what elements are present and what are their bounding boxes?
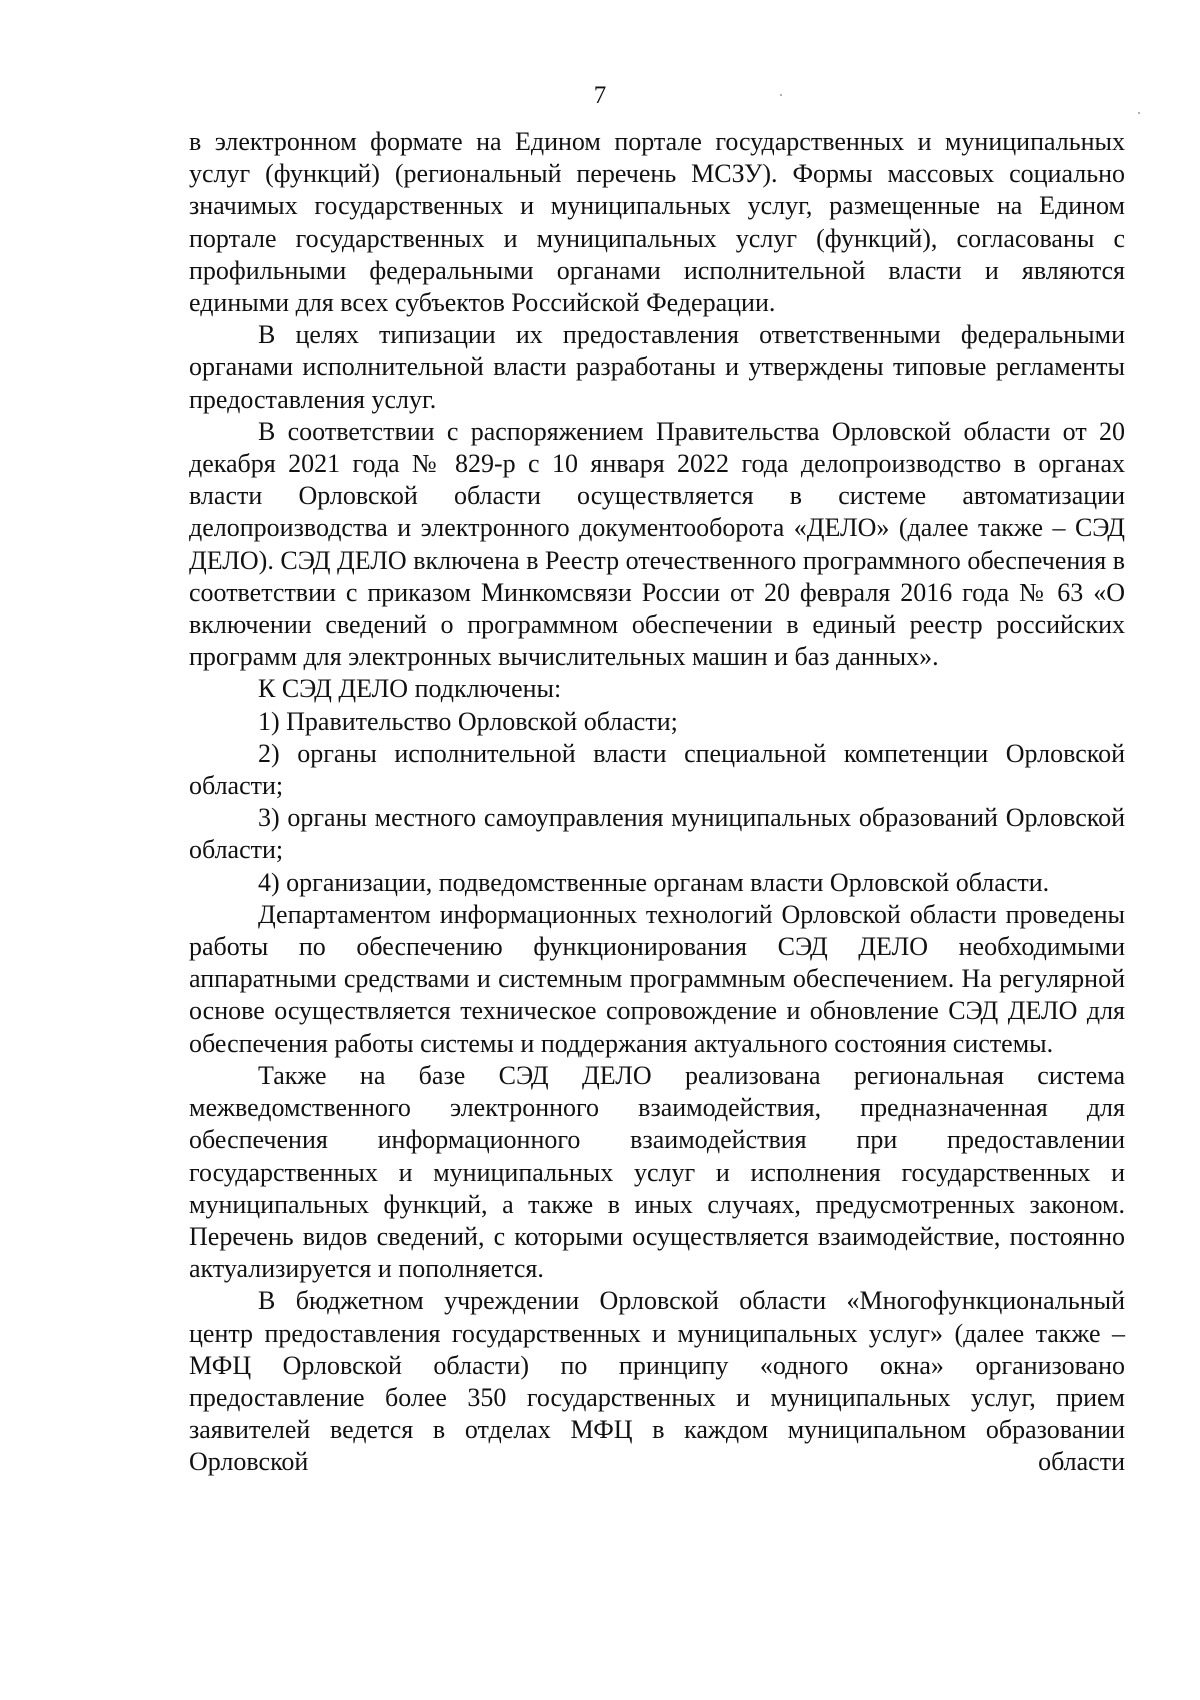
scan-speck [780, 94, 782, 96]
paragraph: В целях типизации их предоставления ответственными федеральными органами исполнительной власти разработаны и утверждены типовые регламенты предоставления услуг. [189, 320, 1125, 414]
paragraph: в электронном формате на Едином портале государственных и муниципальных услуг (функций) (региональный перечень МСЗУ). Формы массовых социально значимых государственных и муниципальных услуг, размещенные на Едином портале государственных и муниципальных услуг (функций), согласованы с профильными федеральными органами исполнительной власти и являются едиными для всех субъектов Российской Федерации. [189, 127, 1125, 318]
paragraph: В бюджетном учреждении Орловской области «Многофункциональный центр предоставления государственных и муниципальных услуг» (далее также – МФЦ Орловской области) по принципу «одного окна» организовано предоставление более 350 государственных и муниципальных услуг, прием заявителей ведется в отделах МФЦ в каждом муниципальном образовании Орловской области [189, 1286, 1125, 1477]
list-item: 1) Правительство Орловской области; [258, 706, 678, 736]
list-item: 4) организации, подведомственные органам власти Орловской области. [258, 867, 1050, 897]
paragraph: В соответствии с распоряжением Правительства Орловской области от 20 декабря 2021 года № 829-р с 10 января 2022 года делопроизводство в органах власти Орловской области осуществляется в системе автоматизации делопроизводства и электронного документооборота «ДЕЛО» (далее также – СЭД ДЕЛО). СЭД ДЕЛО включена в Реестр отечественного программного обеспечения в соответствии с приказом Минкомсвязи России от 20 февраля 2016 года № 63 «О включении сведений о программном обеспечении в единый реестр российских программ для электронных вычислительных машин и баз данных». [189, 416, 1125, 672]
list-item: 3) органы местного самоуправления муниципальных образований Орловской области; [189, 803, 1125, 865]
scan-speck [1138, 112, 1140, 114]
list-item: 2) органы исполнительной власти специальной компетенции Орловской области; [189, 738, 1125, 801]
paragraph: Департаментом информационных технологий Орловской области проведены работы по обеспечению функционирования СЭД ДЕЛО необходимыми аппаратными средствами и системным программным обеспечением. На регулярной основе осуществляется техническое сопровождение и обновление СЭД ДЕЛО для обеспечения работы системы и поддержания актуального состояния системы. [189, 899, 1125, 1058]
paragraph: Также на базе СЭД ДЕЛО реализована региональная система межведомственного электронного взаимодействия, предназначенная для обеспечения информационного взаимодействия при предоставлении государственных и муниципальных услуг и исполнения государственных и муниципальных функций, а также в иных случаях, предусмотренных законом. Перечень видов сведений, с которыми осуществляется взаимодействие, постоянно актуализируется и пополняется. [189, 1060, 1125, 1284]
document-body [189, 126, 1125, 1479]
page-number: 7 [593, 82, 607, 109]
paragraph: К СЭД ДЕЛО подключены: [258, 674, 562, 704]
